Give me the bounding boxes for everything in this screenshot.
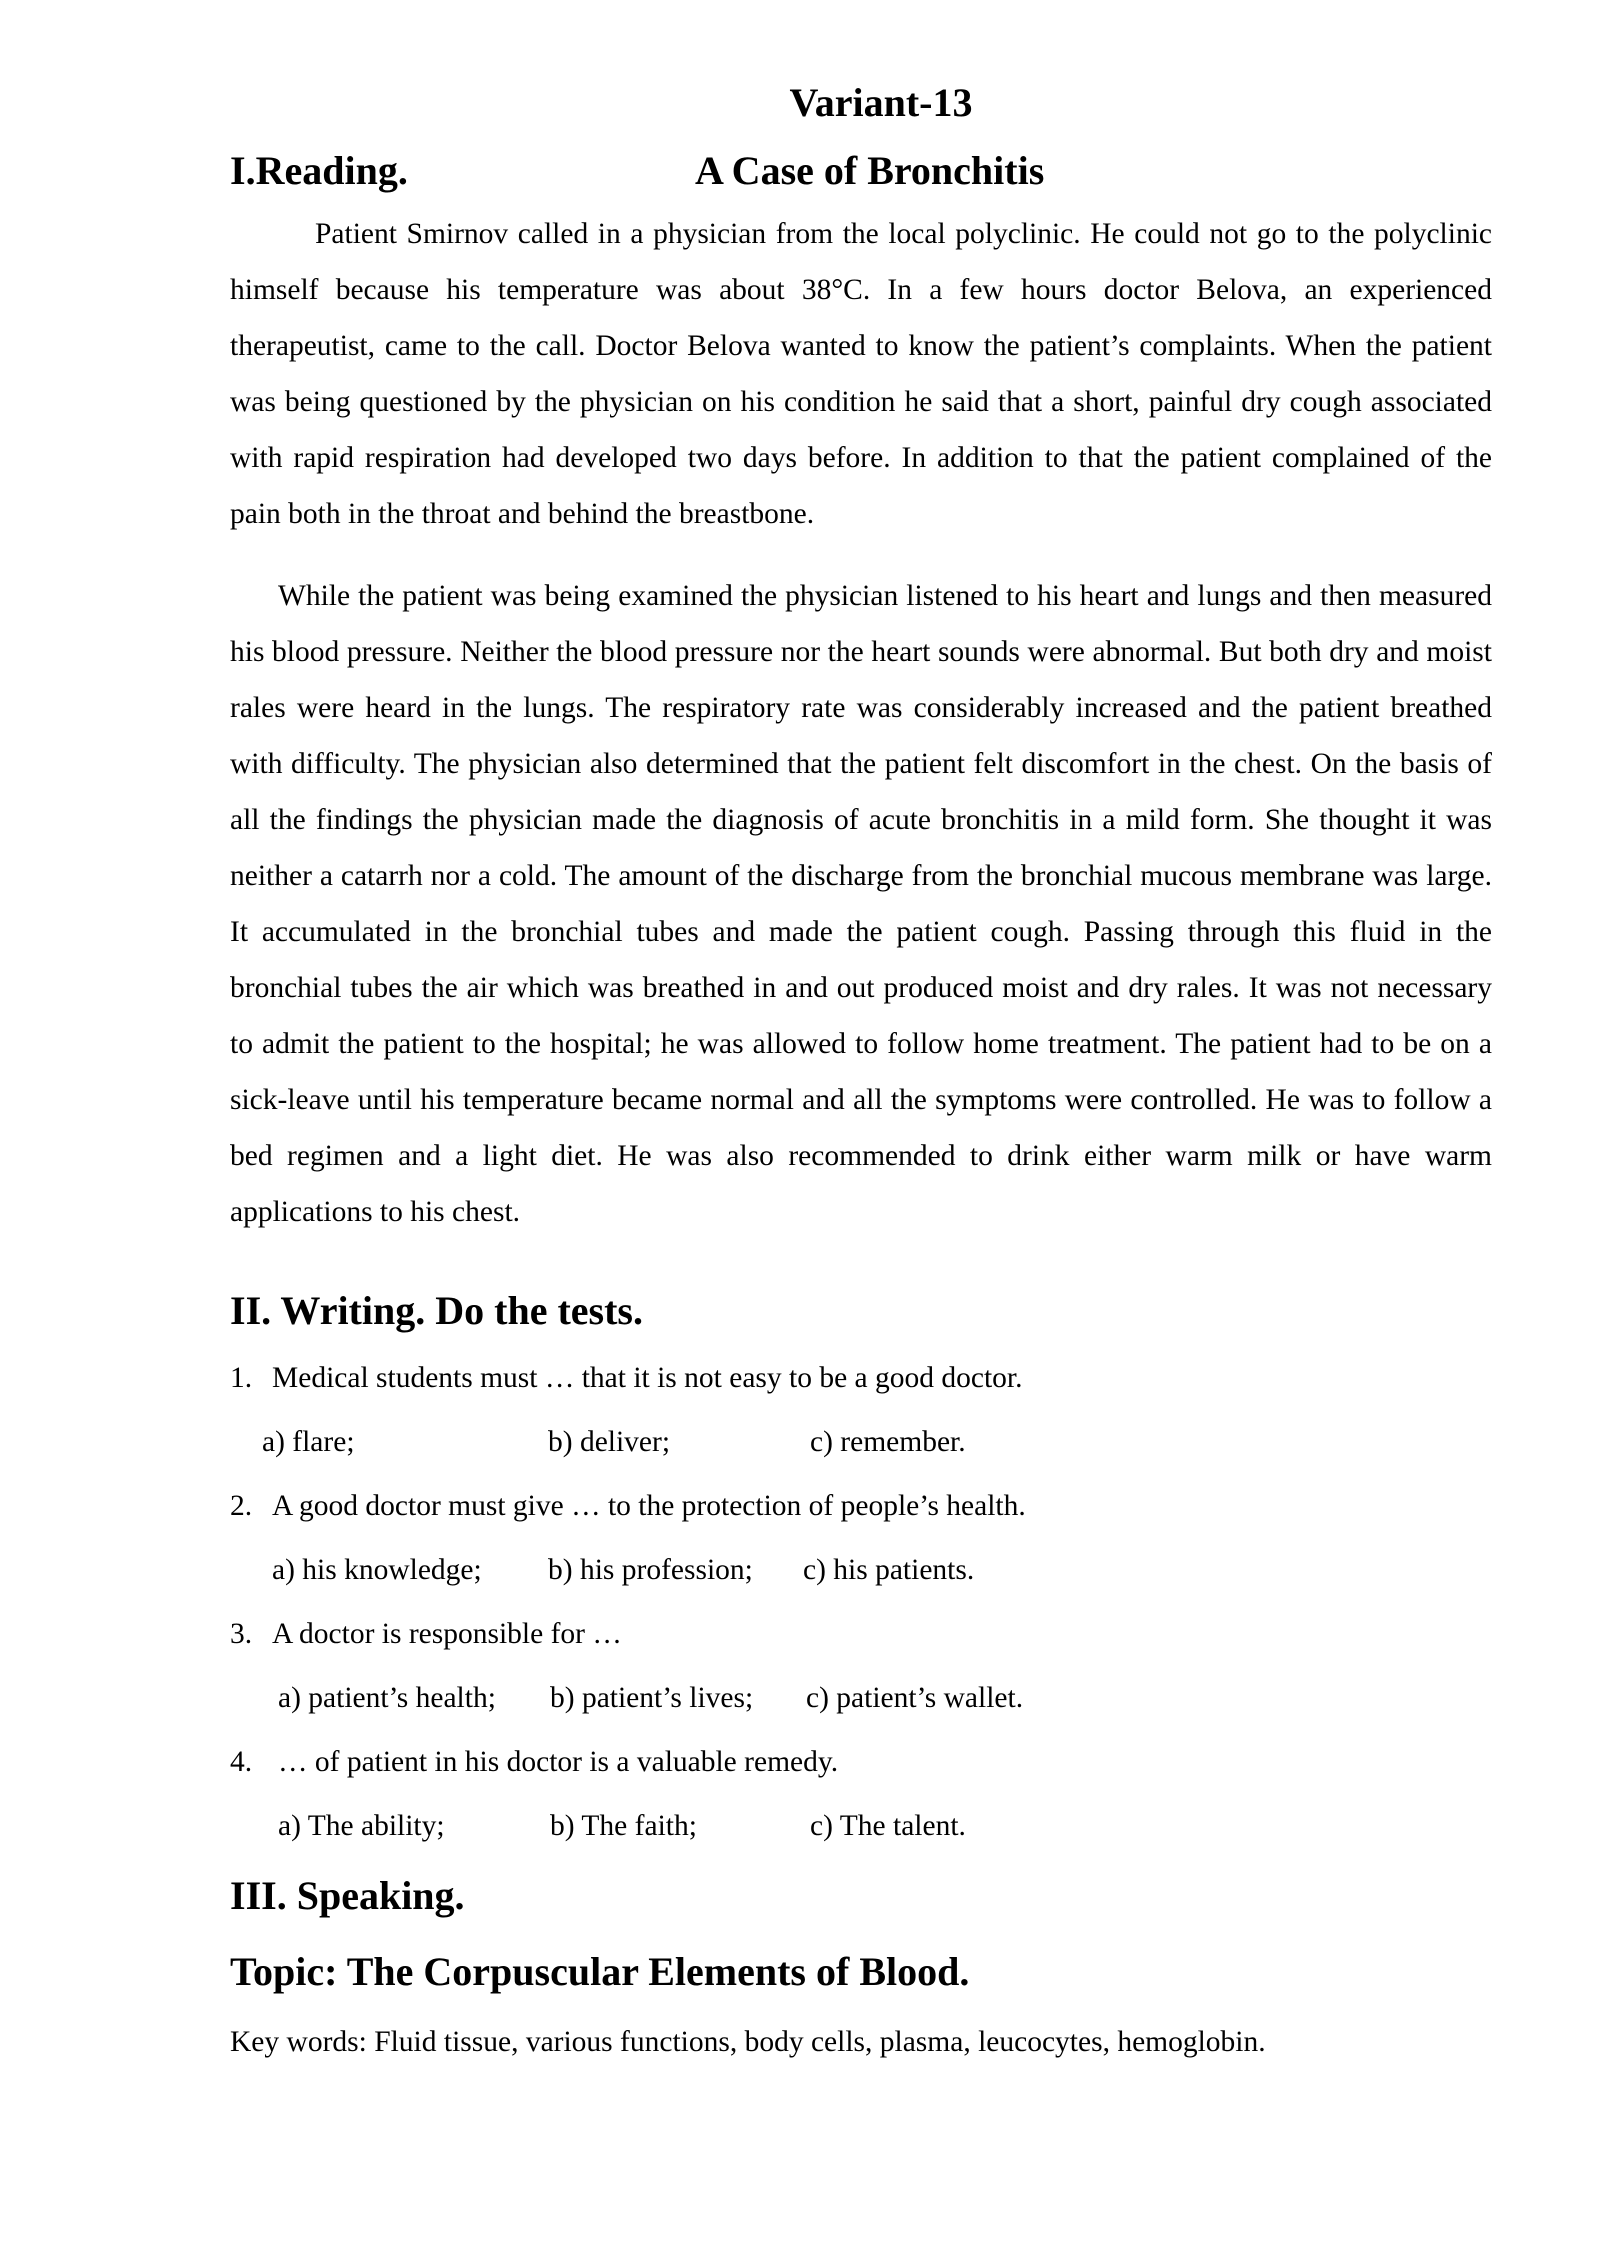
test-question	[230, 1602, 1492, 1730]
question-number: 4.	[230, 1746, 253, 1778]
test-question	[230, 1730, 1492, 1858]
test-question	[230, 1346, 1492, 1474]
document-page	[230, 70, 1492, 2074]
writing-heading: II. Writing. Do the tests.	[230, 1288, 643, 1333]
variant-title: Variant-13	[789, 80, 973, 125]
answer-option: b) patient’s lives;	[550, 1682, 754, 1714]
answer-option: b) deliver;	[548, 1426, 671, 1458]
question-text: A doctor is responsible for …	[272, 1618, 622, 1650]
speaking-heading: III. Speaking.	[230, 1873, 465, 1918]
answer-option: c) The talent.	[810, 1810, 966, 1842]
question-number: 2.	[230, 1490, 253, 1522]
answer-option: a) patient’s health;	[278, 1682, 496, 1714]
question-text: … of patient in his doctor is a valuable remedy.	[278, 1746, 839, 1778]
reading-paragraph: While the patient was being examined the physician listened to his heart and lungs and then measured his blood pressure. Neither the blood pressure nor the heart sounds were abnormal. But both dry and moist rales were heard in the lungs. The respiratory rate was considerably increased and the patient breathed with difficulty. The physician also determined that the patient felt discomfort in the chest. On the basis of all the findings the physician made the diagnosis of acute bronchitis in a mild form. She thought it was neither a catarrh nor a cold. The amount of the discharge from the bronchial mucous membrane was large. It accumulated in the bronchial tubes and made the patient cough. Passing through this fluid in the bronchial tubes the air which was breathed in and out produced moist and dry rales. It was not necessary to admit the patient to the hospital; he was allowed to follow home treatment. The patient had to be on a sick-leave until his temperature became normal and all the symptoms were controlled. He was to follow a bed regimen and a light diet. He was also recommended to drink either warm milk or have warm applications to his chest.	[230, 580, 1492, 1228]
test-question	[230, 1474, 1492, 1602]
speaking-keywords: Key words: Fluid tissue, various functions, body cells, plasma, leucocytes, hemoglobin.	[230, 2026, 1266, 2058]
answer-option: a) his knowledge;	[272, 1554, 482, 1586]
speaking-topic: Topic: The Corpuscular Elements of Blood.	[230, 1949, 970, 1994]
reading-header	[230, 136, 1492, 206]
question-number: 3.	[230, 1618, 253, 1650]
reading-title: A Case of Bronchitis	[695, 148, 1045, 193]
answer-option: b) his profession;	[548, 1554, 753, 1586]
answer-option: a) flare;	[262, 1426, 355, 1458]
answer-option: b) The faith;	[550, 1810, 697, 1842]
answer-option: a) The ability;	[278, 1810, 445, 1842]
question-text: A good doctor must give … to the protection of people’s health.	[272, 1490, 1026, 1522]
question-text: Medical students must … that it is not easy to be a good doctor.	[272, 1362, 1023, 1394]
question-number: 1.	[230, 1362, 253, 1394]
reading-section-label: I.Reading.	[230, 148, 408, 193]
answer-option: c) his patients.	[803, 1554, 975, 1586]
answer-option: c) patient’s wallet.	[806, 1682, 1024, 1714]
answer-option: c) remember.	[810, 1426, 966, 1458]
reading-paragraph: Patient Smirnov called in a physician from the local polyclinic. He could not go to the polyclinic himself because his temperature was about 38°C. In a few hours doctor Belova, an experienced therapeutist, came to the call. Doctor Belova wanted to know the patient’s complaints. When the patient was being questioned by the physician on his condition he said that a short, painful dry cough associated with rapid respiration had developed two days before. In addition to that the patient complained of the pain both in the throat and behind the breastbone.	[230, 218, 1492, 530]
